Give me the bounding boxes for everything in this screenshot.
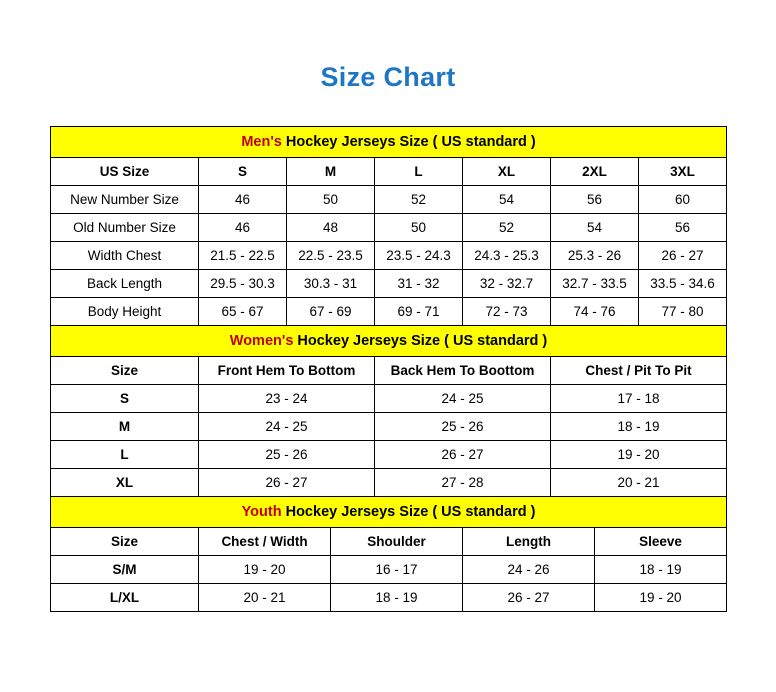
table-cell: 32.7 - 33.5 <box>551 270 639 298</box>
table-cell: 56 <box>551 186 639 214</box>
table-cell: 50 <box>287 186 375 214</box>
table-cell: 23.5 - 24.3 <box>375 242 463 270</box>
womens-header-row <box>51 357 727 385</box>
youth-header-cell: Chest / Width <box>199 528 331 556</box>
row-label: L <box>51 441 199 469</box>
row-label: Old Number Size <box>51 214 199 242</box>
row-label: Body Height <box>51 298 199 326</box>
table-cell: 56 <box>639 214 727 242</box>
youth-header-cell: Length <box>463 528 595 556</box>
table-cell: 19 - 20 <box>595 584 727 612</box>
table-cell: 29.5 - 30.3 <box>199 270 287 298</box>
youth-size-table <box>50 496 727 612</box>
table-cell: 18 - 19 <box>331 584 463 612</box>
table-cell: 18 - 19 <box>551 413 727 441</box>
table-row <box>51 298 727 326</box>
table-cell: 25 - 26 <box>375 413 551 441</box>
mens-header-cell: 3XL <box>639 158 727 186</box>
row-label: XL <box>51 469 199 497</box>
table-cell: 54 <box>463 186 551 214</box>
youth-banner-accent: Youth <box>241 504 282 520</box>
youth-header-cell: Shoulder <box>331 528 463 556</box>
womens-banner-accent: Women's <box>229 333 294 349</box>
table-cell: 31 - 32 <box>375 270 463 298</box>
table-cell: 50 <box>375 214 463 242</box>
table-row <box>51 556 727 584</box>
womens-size-table <box>50 325 727 497</box>
size-tables-container <box>50 126 726 612</box>
youth-header-cell: Sleeve <box>595 528 727 556</box>
table-row <box>51 441 727 469</box>
table-row <box>51 385 727 413</box>
youth-banner-row <box>51 497 727 528</box>
table-cell: 54 <box>551 214 639 242</box>
womens-banner-row <box>51 326 727 357</box>
youth-banner-rest: Hockey Jerseys Size ( US standard ) <box>281 504 536 520</box>
mens-banner <box>51 127 727 158</box>
table-cell: 52 <box>463 214 551 242</box>
table-cell: 33.5 - 34.6 <box>639 270 727 298</box>
row-label: Width Chest <box>51 242 199 270</box>
mens-header-cell: S <box>199 158 287 186</box>
table-cell: 48 <box>287 214 375 242</box>
table-cell: 24 - 26 <box>463 556 595 584</box>
table-cell: 77 - 80 <box>639 298 727 326</box>
mens-banner-rest: Hockey Jerseys Size ( US standard ) <box>281 134 536 150</box>
row-label: Back Length <box>51 270 199 298</box>
mens-header-cell: 2XL <box>551 158 639 186</box>
table-cell: 69 - 71 <box>375 298 463 326</box>
table-cell: 52 <box>375 186 463 214</box>
table-cell: 20 - 21 <box>551 469 727 497</box>
table-cell: 25.3 - 26 <box>551 242 639 270</box>
womens-banner-rest: Hockey Jerseys Size ( US standard ) <box>293 333 548 349</box>
table-cell: 65 - 67 <box>199 298 287 326</box>
mens-banner-row <box>51 127 727 158</box>
table-row <box>51 270 727 298</box>
womens-banner <box>51 326 727 357</box>
table-row <box>51 242 727 270</box>
row-label: S <box>51 385 199 413</box>
mens-banner-accent: Men's <box>241 134 282 150</box>
mens-header-cell: US Size <box>51 158 199 186</box>
table-cell: 46 <box>199 186 287 214</box>
womens-header-cell: Back Hem To Boottom <box>375 357 551 385</box>
womens-header-cell: Front Hem To Bottom <box>199 357 375 385</box>
table-row <box>51 469 727 497</box>
table-cell: 19 - 20 <box>199 556 331 584</box>
row-label: L/XL <box>51 584 199 612</box>
table-cell: 24.3 - 25.3 <box>463 242 551 270</box>
mens-header-cell: L <box>375 158 463 186</box>
table-cell: 72 - 73 <box>463 298 551 326</box>
mens-header-cell: XL <box>463 158 551 186</box>
table-cell: 20 - 21 <box>199 584 331 612</box>
table-cell: 32 - 32.7 <box>463 270 551 298</box>
table-cell: 26 - 27 <box>463 584 595 612</box>
table-cell: 25 - 26 <box>199 441 375 469</box>
youth-header-row <box>51 528 727 556</box>
table-cell: 60 <box>639 186 727 214</box>
womens-header-cell: Size <box>51 357 199 385</box>
mens-header-row <box>51 158 727 186</box>
table-cell: 26 - 27 <box>199 469 375 497</box>
table-cell: 19 - 20 <box>551 441 727 469</box>
table-cell: 21.5 - 22.5 <box>199 242 287 270</box>
table-cell: 16 - 17 <box>331 556 463 584</box>
mens-header-cell: M <box>287 158 375 186</box>
table-row <box>51 413 727 441</box>
table-cell: 27 - 28 <box>375 469 551 497</box>
table-cell: 24 - 25 <box>199 413 375 441</box>
youth-banner <box>51 497 727 528</box>
table-cell: 17 - 18 <box>551 385 727 413</box>
table-row <box>51 584 727 612</box>
page-title: Size Chart <box>320 62 456 92</box>
mens-size-table <box>50 126 727 326</box>
table-cell: 67 - 69 <box>287 298 375 326</box>
table-cell: 30.3 - 31 <box>287 270 375 298</box>
row-label: New Number Size <box>51 186 199 214</box>
row-label: S/M <box>51 556 199 584</box>
table-row <box>51 186 727 214</box>
table-cell: 23 - 24 <box>199 385 375 413</box>
table-row <box>51 214 727 242</box>
womens-header-cell: Chest / Pit To Pit <box>551 357 727 385</box>
table-cell: 46 <box>199 214 287 242</box>
table-cell: 24 - 25 <box>375 385 551 413</box>
table-cell: 26 - 27 <box>375 441 551 469</box>
table-cell: 26 - 27 <box>639 242 727 270</box>
table-cell: 22.5 - 23.5 <box>287 242 375 270</box>
table-cell: 74 - 76 <box>551 298 639 326</box>
table-cell: 18 - 19 <box>595 556 727 584</box>
row-label: M <box>51 413 199 441</box>
youth-header-cell: Size <box>51 528 199 556</box>
